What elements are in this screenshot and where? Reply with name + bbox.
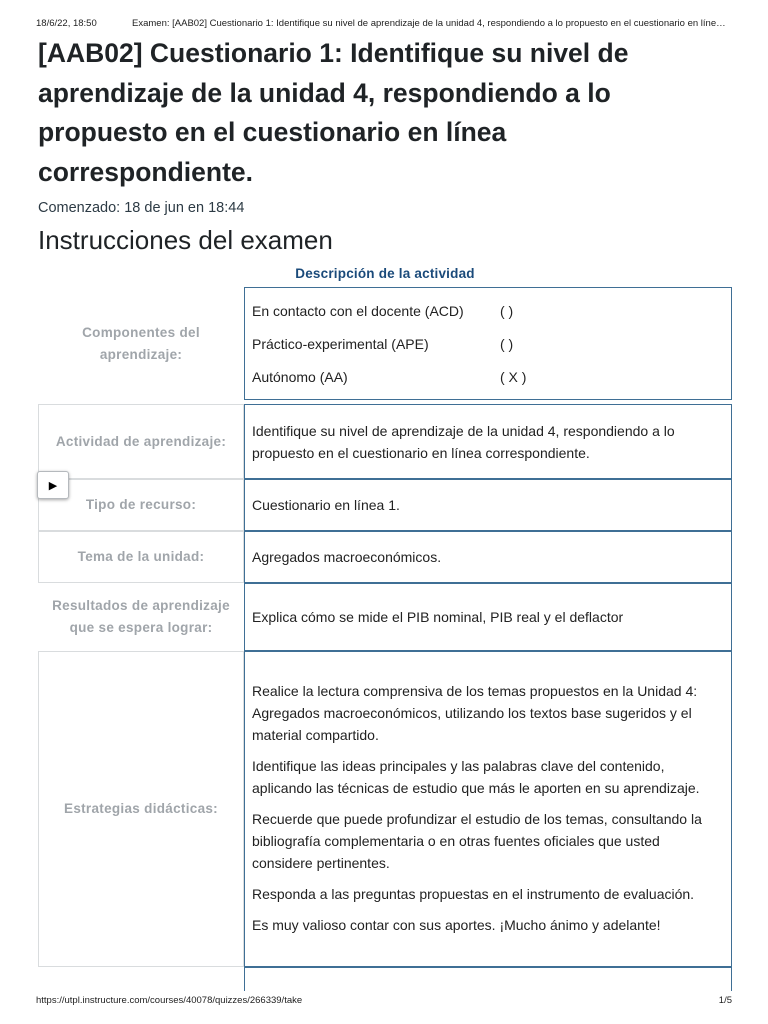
page-title: [AAB02] Cuestionario 1: Identifique su nivel de aprendizaje de la unidad 4, respondiendo a lo propuesto en el cuestionario en línea correspondiente. — [38, 38, 629, 187]
instructions-heading: Instrucciones del examen — [38, 225, 333, 255]
print-title: Examen: [AAB02] Cuestionario 1: Identifique su nivel de aprendizaje de la unidad 4, respondiendo a lo propuesto en el cuestionario en líne… — [132, 18, 726, 29]
activity-text: Identifique su nivel de aprendizaje de la unidad 4, respondiendo a lo propuesto en el cuestionario en línea correspondiente. — [252, 422, 675, 461]
strategy-paragraph: Es muy valioso contar con sus aportes. ¡Mucho ánimo y adelante! — [252, 916, 661, 933]
topic-text: Agregados macroeconómicos. — [252, 549, 442, 565]
play-button[interactable] — [37, 471, 69, 499]
component-name: Autónomo (AA) — [252, 368, 348, 385]
strategy-paragraph: Identifique las ideas principales y las palabras clave del contenido, aplicando las técnicas de estudio que más le aporten en su aprendizaje. — [252, 757, 700, 796]
results-label: Resultados de aprendizaje que se espera lograr: — [52, 598, 230, 635]
topic-label: Tema de la unidad: — [38, 531, 244, 583]
component-item — [252, 360, 724, 393]
resource-cell — [244, 479, 732, 531]
component-mark: ( X ) — [500, 368, 527, 385]
strategies-cell — [244, 651, 732, 967]
component-mark: ( ) — [500, 335, 514, 352]
component-name: Práctico-experimental (APE) — [252, 335, 429, 352]
components-label: Componentes del aprendizaje: — [82, 324, 200, 362]
empty-cell — [244, 967, 732, 991]
resource-row — [38, 479, 732, 531]
component-item — [252, 327, 724, 360]
strategies-label: Estrategias didácticas: — [38, 651, 244, 967]
components-row — [38, 287, 732, 400]
print-date: 18/6/22, 18:50 — [36, 18, 97, 29]
results-cell — [244, 583, 732, 651]
topic-cell — [244, 531, 732, 583]
started-timestamp: Comenzado: 18 de jun en 18:44 — [38, 200, 245, 216]
activity-description-heading: Descripción de la actividad — [295, 266, 475, 281]
component-name: En contacto con el docente (ACD) — [252, 302, 464, 319]
resource-text: Cuestionario en línea 1. — [252, 497, 400, 513]
resource-label: Tipo de recurso: — [38, 479, 244, 531]
activity-row — [38, 404, 732, 479]
components-cell — [244, 287, 732, 400]
page-number: 1/5 — [718, 995, 732, 1006]
results-text: Explica cómo se mide el PIB nominal, PIB real y el deflactor — [252, 609, 624, 625]
component-item — [252, 294, 724, 327]
strategy-paragraph: Recuerde que puede profundizar el estudio de los temas, consultando la bibliografía complementaria o en otras fuentes oficiales que usted considere pertinentes. — [252, 810, 702, 871]
component-mark: ( ) — [500, 302, 514, 319]
strategy-paragraph: Realice la lectura comprensiva de los temas propuestos en la Unidad 4: Agregados macroeconómicos, utilizando los textos base sugeridos y el material compartido. — [252, 682, 698, 743]
print-header — [36, 18, 732, 29]
play-icon: ▶ — [48, 479, 58, 492]
print-footer — [36, 995, 732, 1006]
empty-row — [38, 967, 732, 991]
topic-row — [38, 531, 732, 583]
page-url: https://utpl.instructure.com/courses/40078/quizzes/266339/take — [36, 995, 303, 1006]
activity-cell — [244, 404, 732, 479]
strategy-paragraph: Responda a las preguntas propuestas en el instrumento de evaluación. — [252, 885, 695, 902]
activity-label: Actividad de aprendizaje: — [38, 404, 244, 479]
strategies-row — [38, 651, 732, 967]
results-row — [38, 583, 732, 651]
